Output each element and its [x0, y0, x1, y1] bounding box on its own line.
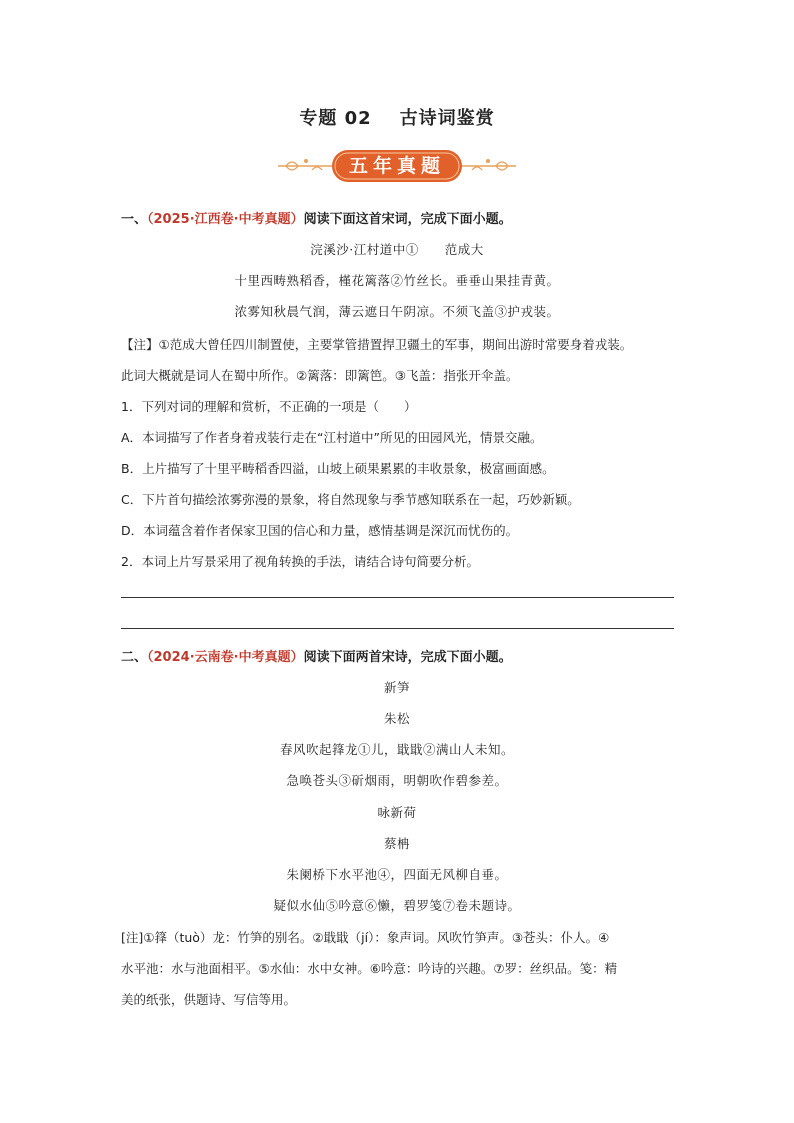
page-title: [0, 104, 794, 130]
q2-poem2-line-1: 朱阑桥下水平池④，四面无风柳自垂。: [286, 867, 508, 882]
q1-note-line-1: 【注】①范成大曾任四川制置使，主要掌管措置捍卫疆土的军事，期间出游时常要身着戎装。: [121, 337, 633, 352]
q2-poem1-line-1: 春风吹起箨龙①儿，戢戢②满山人未知。: [279, 742, 514, 757]
q2-heading: [121, 646, 512, 665]
q1-instruction: 阅读下面这首宋词，完成下面小题。: [303, 212, 512, 227]
q1-note-line-2: 此词大概就是词人在蜀中所作。②篱落：即篱笆。③飞盖：指张开伞盖。: [121, 368, 519, 383]
q2-note-line-1: [注]①箨（tuò）龙：竹笋的别名。②戢戢（jí）：象声词。风吹竹笋声。③苍头：仆人。④: [121, 930, 610, 945]
section-banner: [272, 146, 522, 186]
q1-poem-title: 浣溪沙·江村道中① 范成大: [310, 242, 484, 257]
title-part1: 专题 02: [299, 108, 372, 129]
q1-poem-line-1: 十里西畴熟稻香，槿花篱落②竹丝长。垂垂山果挂青黄。: [234, 273, 560, 288]
q2-instruction: 阅读下面两首宋诗，完成下面小题。: [303, 650, 512, 665]
q1-heading: [121, 208, 512, 227]
q2-poem1-author: 朱松: [383, 711, 410, 726]
q2-number: 二、: [121, 650, 148, 665]
q2-poem2-line-2: 疑似水仙⑤吟意⑥懒，碧罗笺⑦卷未题诗。: [273, 898, 521, 913]
q2-note-line-2: 水平池：水与池面相平。⑤水仙：水中女神。⑥吟意：吟诗的兴趣。⑦罗：丝织品。笺：精: [121, 961, 618, 976]
q2-poem1-title: 新笋: [383, 680, 410, 695]
q1-poem-line-2: 浓雾知秋晨气润，薄云遮日午阴凉。不须飞盖③护戎装。: [234, 304, 560, 319]
q2-note-line-3: 美的纸张，供题诗、写信等用。: [121, 992, 297, 1007]
title-part2: 古诗词鉴赏: [399, 108, 495, 129]
q1-number: 一、: [121, 212, 148, 227]
q1-option-a: A．本词描写了作者身着戎装行走在“江村道中”所见的田园风光，情景交融。: [121, 430, 543, 445]
answer-line[interactable]: [121, 628, 674, 629]
q2-poem1-line-2: 急唤苍头③斫烟雨，明朝吹作碧参差。: [286, 773, 508, 788]
q1-sub2-question: 2．本词上片写景采用了视角转换的手法，请结合诗句简要分析。: [121, 554, 479, 569]
q1-option-d: D．本词蕴含着作者保家卫国的信心和力量，感情基调是深沉而忧伤的。: [121, 523, 519, 538]
q1-option-c: C．下片首句描绘浓雾弥漫的景象，将自然现象与季节感知联系在一起，巧妙新颖。: [121, 492, 580, 507]
q1-option-b: B．上片描写了十里平畴稻香四溢，山坡上硕果累累的丰收景象，极富画面感。: [121, 461, 555, 476]
q1-source: （2025·江西卷·中考真题）: [147, 212, 304, 227]
q1-sub1-question: 1．下列对词的理解和赏析，不正确的一项是（ ）: [121, 399, 417, 414]
answer-line[interactable]: [121, 597, 674, 598]
q2-poem2-title: 咏新荷: [377, 805, 417, 820]
q2-poem2-author: 蔡柟: [383, 836, 410, 851]
banner-text: 五年真题: [348, 155, 445, 177]
q2-source: （2024·云南卷·中考真题）: [147, 650, 304, 665]
